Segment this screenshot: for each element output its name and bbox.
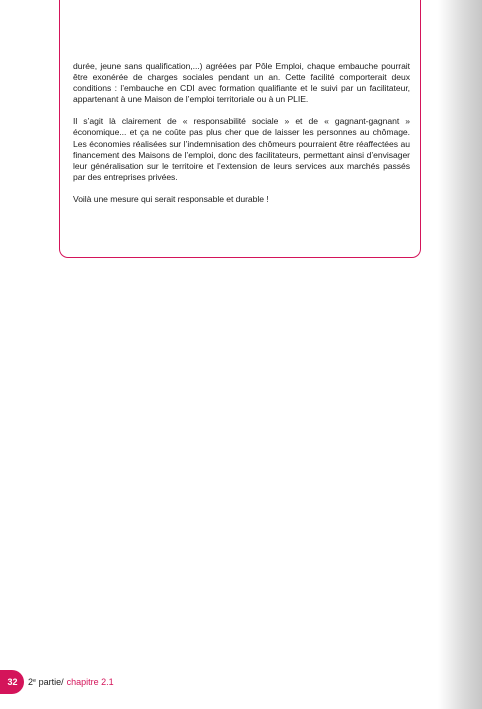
paragraph-1: durée, jeune sans qualification,...) agréées par Pôle Emploi, chaque embauche pourrait être exonérée de charges sociales pendant un an. Cette facilité comporterait deux conditions : l’embauche en CDI avec formation qualifiante et le suivi par un facilitateur, appartenant à une Maison de l’emploi territoriale ou à un PLIE. (73, 61, 410, 105)
page-footer (0, 670, 114, 694)
paragraph-2: Il s’agit là clairement de « responsabilité sociale » et de « gagnant-gagnant » économique... et ça ne coûte pas plus cher que de laisser les personnes au chômage. Les économies réalisées sur l’indemnisation des chômeurs pourraient être réaffectées au financement des Maisons de l’emploi, donc des facilitateurs, permettant ainsi d’envisager leur généralisation sur le territoire et l’extension de leurs services aux marchés passés par des entreprises privées. (73, 116, 410, 182)
part-number: 2 (28, 677, 34, 687)
chapter-label: chapitre 2.1 (66, 677, 114, 687)
page-number-badge (0, 670, 24, 694)
page-number: 32 (7, 677, 18, 687)
framed-text-box (59, 0, 421, 258)
part-label (28, 677, 64, 687)
page-edge-shadow (438, 0, 482, 709)
part-word: partie/ (36, 677, 64, 687)
part-suffix: e (33, 678, 37, 684)
paragraph-3: Voilà une mesure qui serait responsable et durable ! (73, 193, 269, 204)
